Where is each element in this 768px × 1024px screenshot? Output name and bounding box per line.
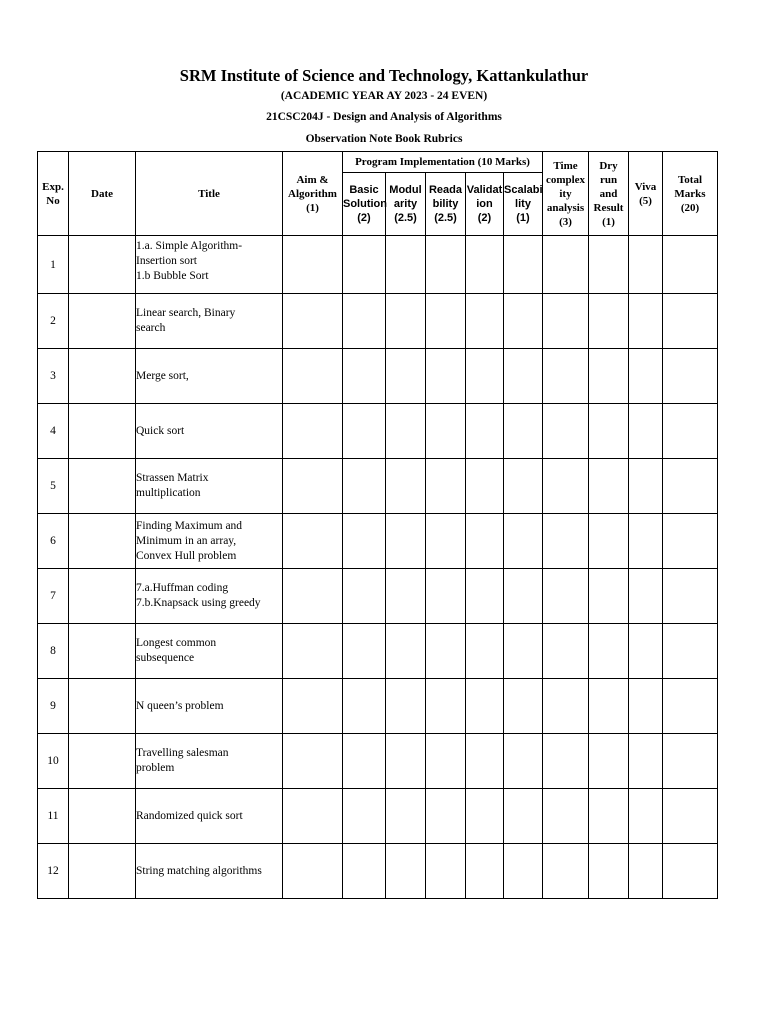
validation-cell[interactable] bbox=[466, 569, 504, 624]
readability-cell[interactable] bbox=[426, 514, 466, 569]
exp-number: 4 bbox=[38, 404, 69, 459]
validation-cell[interactable] bbox=[466, 514, 504, 569]
readability-cell[interactable] bbox=[426, 349, 466, 404]
validation-cell[interactable] bbox=[466, 236, 504, 294]
modularity-cell[interactable] bbox=[386, 679, 426, 734]
exp-title: 1.a. Simple Algorithm- Insertion sort 1.b Bubble Sort bbox=[136, 236, 283, 294]
viva-cell[interactable] bbox=[629, 679, 663, 734]
basic-cell[interactable] bbox=[343, 789, 386, 844]
table-row bbox=[38, 789, 718, 844]
modularity-cell[interactable] bbox=[386, 734, 426, 789]
scalability-cell[interactable] bbox=[504, 514, 543, 569]
basic-cell[interactable] bbox=[343, 404, 386, 459]
col-scalability-label: Scalabi lity (1) bbox=[504, 184, 543, 224]
col-dry-run bbox=[589, 152, 629, 236]
viva-cell[interactable] bbox=[629, 624, 663, 679]
table-row bbox=[38, 679, 718, 734]
exp-number: 3 bbox=[38, 349, 69, 404]
table-row bbox=[38, 294, 718, 349]
time-complexity-cell[interactable] bbox=[543, 569, 589, 624]
exp-number: 8 bbox=[38, 624, 69, 679]
col-date-label: Date bbox=[91, 187, 113, 200]
col-dry-run-label: Dry run and Result (1) bbox=[593, 159, 624, 228]
readability-cell[interactable] bbox=[426, 789, 466, 844]
exp-title: N queen’s problem bbox=[136, 679, 283, 734]
exp-title: Linear search, Binary search bbox=[136, 294, 283, 349]
dry-run-cell[interactable] bbox=[589, 349, 629, 404]
aim-cell[interactable] bbox=[283, 679, 343, 734]
time-complexity-cell[interactable] bbox=[543, 294, 589, 349]
table-row bbox=[38, 236, 718, 294]
exp-title: Finding Maximum and Minimum in an array, Convex Hull problem bbox=[136, 514, 283, 569]
readability-cell[interactable] bbox=[426, 294, 466, 349]
total-cell[interactable] bbox=[663, 294, 718, 349]
viva-cell[interactable] bbox=[629, 789, 663, 844]
scalability-cell[interactable] bbox=[504, 349, 543, 404]
time-complexity-cell[interactable] bbox=[543, 236, 589, 294]
academic-year: (ACADEMIC YEAR AY 2023 - 24 EVEN) bbox=[280, 90, 488, 102]
col-modularity-label: Modul arity (2.5) bbox=[389, 184, 422, 224]
dry-run-cell[interactable] bbox=[589, 294, 629, 349]
table-row bbox=[38, 459, 718, 514]
exp-number: 12 bbox=[38, 844, 69, 899]
basic-cell[interactable] bbox=[343, 569, 386, 624]
exp-number: 5 bbox=[38, 459, 69, 514]
readability-cell[interactable] bbox=[426, 844, 466, 899]
time-complexity-cell[interactable] bbox=[543, 404, 589, 459]
exp-number: 11 bbox=[38, 789, 69, 844]
dry-run-cell[interactable] bbox=[589, 624, 629, 679]
scalability-cell[interactable] bbox=[504, 569, 543, 624]
exp-title: Quick sort bbox=[136, 404, 283, 459]
dry-run-cell[interactable] bbox=[589, 569, 629, 624]
date-cell[interactable] bbox=[69, 569, 136, 624]
readability-cell[interactable] bbox=[426, 679, 466, 734]
total-cell[interactable] bbox=[663, 404, 718, 459]
aim-cell[interactable] bbox=[283, 789, 343, 844]
date-cell[interactable] bbox=[69, 404, 136, 459]
col-aim-label: Aim & Algorithm (1) bbox=[288, 173, 337, 214]
time-complexity-cell[interactable] bbox=[543, 844, 589, 899]
aim-cell[interactable] bbox=[283, 734, 343, 789]
date-cell[interactable] bbox=[69, 459, 136, 514]
total-cell[interactable] bbox=[663, 349, 718, 404]
date-cell[interactable] bbox=[69, 624, 136, 679]
aim-cell[interactable] bbox=[283, 349, 343, 404]
readability-cell[interactable] bbox=[426, 624, 466, 679]
table-row bbox=[38, 404, 718, 459]
col-scalability bbox=[504, 173, 543, 236]
time-complexity-cell[interactable] bbox=[543, 734, 589, 789]
basic-cell[interactable] bbox=[343, 679, 386, 734]
col-basic-label: Basic Solution (2) bbox=[343, 184, 387, 224]
date-cell[interactable] bbox=[69, 349, 136, 404]
scalability-cell[interactable] bbox=[504, 679, 543, 734]
scalability-cell[interactable] bbox=[504, 789, 543, 844]
date-cell[interactable] bbox=[69, 294, 136, 349]
validation-cell[interactable] bbox=[466, 459, 504, 514]
aim-cell[interactable] bbox=[283, 294, 343, 349]
basic-cell[interactable] bbox=[343, 349, 386, 404]
viva-cell[interactable] bbox=[629, 404, 663, 459]
date-cell[interactable] bbox=[69, 734, 136, 789]
col-modularity bbox=[386, 173, 426, 236]
col-title bbox=[136, 152, 283, 236]
readability-cell[interactable] bbox=[426, 569, 466, 624]
total-cell[interactable] bbox=[663, 624, 718, 679]
dry-run-cell[interactable] bbox=[589, 734, 629, 789]
aim-cell[interactable] bbox=[283, 459, 343, 514]
col-date bbox=[69, 152, 136, 236]
basic-cell[interactable] bbox=[343, 514, 386, 569]
scalability-cell[interactable] bbox=[504, 624, 543, 679]
col-basic-solution bbox=[343, 173, 386, 236]
exp-title: 7.a.Huffman coding 7.b.Knapsack using greedy bbox=[136, 569, 283, 624]
modularity-cell[interactable] bbox=[386, 624, 426, 679]
scalability-cell[interactable] bbox=[504, 844, 543, 899]
exp-title: Merge sort, bbox=[136, 349, 283, 404]
exp-title: Travelling salesman problem bbox=[136, 734, 283, 789]
date-cell[interactable] bbox=[69, 236, 136, 294]
col-time-complexity-label: Time complex ity analysis (3) bbox=[545, 159, 586, 228]
validation-cell[interactable] bbox=[466, 404, 504, 459]
modularity-cell[interactable] bbox=[386, 404, 426, 459]
scalability-cell[interactable] bbox=[504, 236, 543, 294]
col-program-implementation bbox=[343, 152, 543, 173]
basic-cell[interactable] bbox=[343, 459, 386, 514]
validation-cell[interactable] bbox=[466, 679, 504, 734]
date-cell[interactable] bbox=[69, 679, 136, 734]
col-time-complexity bbox=[543, 152, 589, 236]
total-cell[interactable] bbox=[663, 569, 718, 624]
readability-cell[interactable] bbox=[426, 734, 466, 789]
aim-cell[interactable] bbox=[283, 844, 343, 899]
date-cell[interactable] bbox=[69, 789, 136, 844]
total-cell[interactable] bbox=[663, 734, 718, 789]
aim-cell[interactable] bbox=[283, 404, 343, 459]
col-readability bbox=[426, 173, 466, 236]
col-viva-label: Viva (5) bbox=[634, 180, 657, 207]
table-row bbox=[38, 349, 718, 404]
viva-cell[interactable] bbox=[629, 294, 663, 349]
dry-run-cell[interactable] bbox=[589, 459, 629, 514]
validation-cell[interactable] bbox=[466, 789, 504, 844]
table-row bbox=[38, 844, 718, 899]
time-complexity-cell[interactable] bbox=[543, 679, 589, 734]
dry-run-cell[interactable] bbox=[589, 404, 629, 459]
dry-run-cell[interactable] bbox=[589, 679, 629, 734]
rubric-table bbox=[37, 151, 718, 899]
total-cell[interactable] bbox=[663, 844, 718, 899]
modularity-cell[interactable] bbox=[386, 236, 426, 294]
total-cell[interactable] bbox=[663, 514, 718, 569]
scalability-cell[interactable] bbox=[504, 734, 543, 789]
total-cell[interactable] bbox=[663, 236, 718, 294]
scalability-cell[interactable] bbox=[504, 404, 543, 459]
readability-cell[interactable] bbox=[426, 404, 466, 459]
time-complexity-cell[interactable] bbox=[543, 349, 589, 404]
table-row bbox=[38, 514, 718, 569]
aim-cell[interactable] bbox=[283, 624, 343, 679]
viva-cell[interactable] bbox=[629, 734, 663, 789]
institute-name: SRM Institute of Science and Technology, Kattankulathur bbox=[179, 66, 589, 85]
scalability-cell[interactable] bbox=[504, 459, 543, 514]
aim-cell[interactable] bbox=[283, 236, 343, 294]
viva-cell[interactable] bbox=[629, 349, 663, 404]
total-cell[interactable] bbox=[663, 679, 718, 734]
exp-number: 6 bbox=[38, 514, 69, 569]
table-row bbox=[38, 569, 718, 624]
validation-cell[interactable] bbox=[466, 349, 504, 404]
viva-cell[interactable] bbox=[629, 514, 663, 569]
modularity-cell[interactable] bbox=[386, 459, 426, 514]
modularity-cell[interactable] bbox=[386, 789, 426, 844]
col-exp-no bbox=[38, 152, 69, 236]
date-cell[interactable] bbox=[69, 844, 136, 899]
validation-cell[interactable] bbox=[466, 624, 504, 679]
basic-cell[interactable] bbox=[343, 734, 386, 789]
col-exp-no-label: Exp. No bbox=[42, 180, 64, 207]
exp-number: 1 bbox=[38, 236, 69, 294]
viva-cell[interactable] bbox=[629, 459, 663, 514]
col-total-marks bbox=[663, 152, 718, 236]
exp-title: Longest common subsequence bbox=[136, 624, 283, 679]
total-cell[interactable] bbox=[663, 789, 718, 844]
modularity-cell[interactable] bbox=[386, 514, 426, 569]
basic-cell[interactable] bbox=[343, 624, 386, 679]
basic-cell[interactable] bbox=[343, 844, 386, 899]
readability-cell[interactable] bbox=[426, 459, 466, 514]
col-aim-algorithm bbox=[283, 152, 343, 236]
validation-cell[interactable] bbox=[466, 294, 504, 349]
dry-run-cell[interactable] bbox=[589, 236, 629, 294]
viva-cell[interactable] bbox=[629, 844, 663, 899]
table-row bbox=[38, 624, 718, 679]
aim-cell[interactable] bbox=[283, 514, 343, 569]
col-viva bbox=[629, 152, 663, 236]
basic-cell[interactable] bbox=[343, 236, 386, 294]
validation-cell[interactable] bbox=[466, 844, 504, 899]
viva-cell[interactable] bbox=[629, 569, 663, 624]
exp-number: 9 bbox=[38, 679, 69, 734]
dry-run-cell[interactable] bbox=[589, 844, 629, 899]
dry-run-cell[interactable] bbox=[589, 789, 629, 844]
modularity-cell[interactable] bbox=[386, 349, 426, 404]
aim-cell[interactable] bbox=[283, 569, 343, 624]
col-validation-label: Validat ion (2) bbox=[466, 184, 503, 224]
course-title: 21CSC204J - Design and Analysis of Algorithms bbox=[266, 111, 502, 123]
modularity-cell[interactable] bbox=[386, 844, 426, 899]
viva-cell[interactable] bbox=[629, 236, 663, 294]
exp-title: String matching algorithms bbox=[136, 844, 283, 899]
col-validation bbox=[466, 173, 504, 236]
exp-title: Strassen Matrix multiplication bbox=[136, 459, 283, 514]
modularity-cell[interactable] bbox=[386, 294, 426, 349]
exp-number: 2 bbox=[38, 294, 69, 349]
validation-cell[interactable] bbox=[466, 734, 504, 789]
col-program-implementation-label: Program Implementation (10 Marks) bbox=[355, 156, 530, 168]
time-complexity-cell[interactable] bbox=[543, 624, 589, 679]
col-readability-label: Reada bility (2.5) bbox=[428, 184, 463, 224]
table-row bbox=[38, 734, 718, 789]
time-complexity-cell[interactable] bbox=[543, 789, 589, 844]
time-complexity-cell[interactable] bbox=[543, 514, 589, 569]
total-cell[interactable] bbox=[663, 459, 718, 514]
col-total-label: Total Marks (20) bbox=[674, 173, 706, 214]
dry-run-cell[interactable] bbox=[589, 514, 629, 569]
date-cell[interactable] bbox=[69, 514, 136, 569]
scalability-cell[interactable] bbox=[504, 294, 543, 349]
exp-number: 7 bbox=[38, 569, 69, 624]
basic-cell[interactable] bbox=[343, 294, 386, 349]
time-complexity-cell[interactable] bbox=[543, 459, 589, 514]
col-title-label: Title bbox=[198, 187, 220, 200]
exp-title: Randomized quick sort bbox=[136, 789, 283, 844]
modularity-cell[interactable] bbox=[386, 569, 426, 624]
rubric-subtitle: Observation Note Book Rubrics bbox=[305, 133, 463, 145]
readability-cell[interactable] bbox=[426, 236, 466, 294]
exp-number: 10 bbox=[38, 734, 69, 789]
